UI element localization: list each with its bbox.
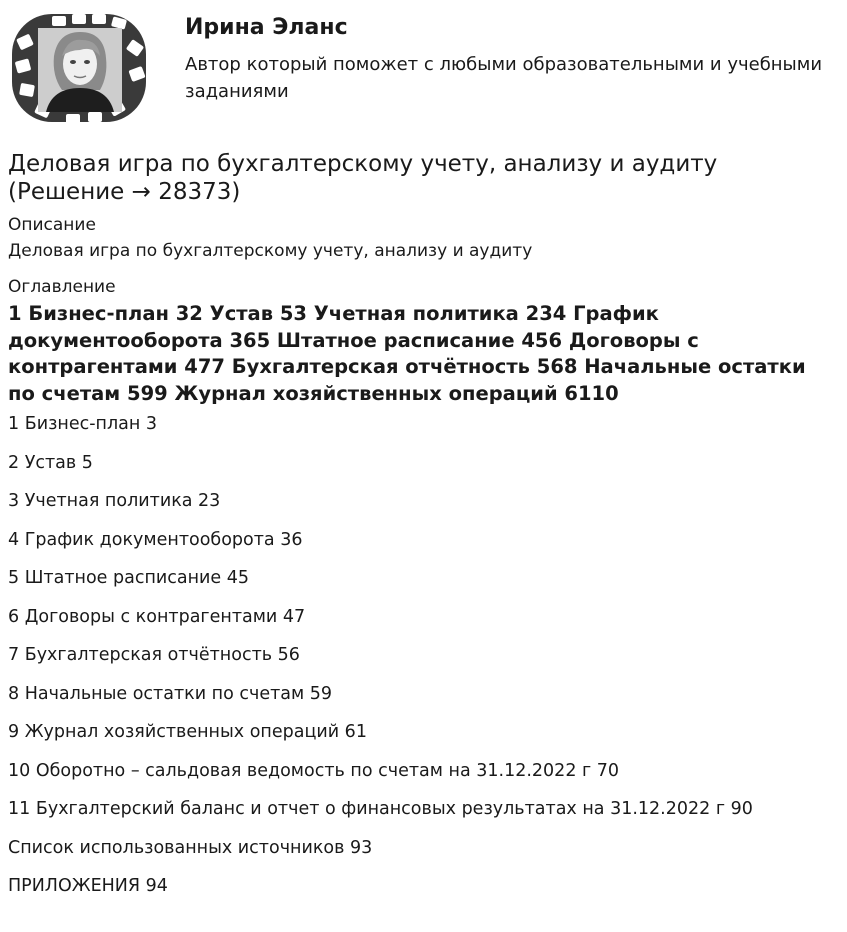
description-label: Описание <box>8 215 96 235</box>
toc-item: 11 Бухгалтерский баланс и отчет о финансовых результатах на 31.12.2022 г 90 <box>8 799 753 819</box>
toc-item: 5 Штатное расписание 45 <box>8 568 250 588</box>
avatar[interactable] <box>6 6 152 130</box>
toc-item: 10 Оборотно – сальдовая ведомость по счетам на 31.12.2022 г 70 <box>8 760 620 781</box>
author-card <box>0 0 847 140</box>
document-title: Деловая игра по бухгалтерскому учету, анализу и аудиту (Решение → 28373) <box>8 151 718 205</box>
toc-item: 2 Устав 5 <box>8 452 93 473</box>
toc-item: 9 Журнал хозяйственных операций 61 <box>8 722 367 742</box>
toc-item: 3 Учетная политика 23 <box>8 491 221 511</box>
description-text: Деловая игра по бухгалтерскому учету, анализу и аудиту <box>8 241 533 261</box>
toc-item: 4 График документооборота 36 <box>8 529 303 550</box>
toc-item: 7 Бухгалтерская отчётность 56 <box>8 645 300 665</box>
film-strip-avatar-icon <box>6 6 152 130</box>
author-name[interactable]: Ирина Эланс <box>185 15 348 40</box>
toc-item: ПРИЛОЖЕНИЯ 94 <box>8 876 168 896</box>
toc-item: 1 Бизнес-план 3 <box>8 414 158 434</box>
toc-item: 8 Начальные остатки по счетам 59 <box>8 683 333 704</box>
toc-label: Оглавление <box>8 277 116 297</box>
toc-summary: 1 Бизнес-план 32 Устав 53 Учетная политика 234 График документооборота 365 Штатное расписание 456 Договоры с контрагентами 477 Бухгалтерская отчётность 568 Начальные остатки по счетам 599 Журнал хозяйственных операций 6110 <box>8 302 806 405</box>
toc-list <box>8 413 838 914</box>
document-content <box>8 150 838 914</box>
toc-item: 6 Договоры с контрагентами 47 <box>8 606 306 627</box>
author-description: Автор который поможет с любыми образовательными и учебными заданиями <box>185 54 823 102</box>
toc-item: Список использованных источников 93 <box>8 837 373 858</box>
